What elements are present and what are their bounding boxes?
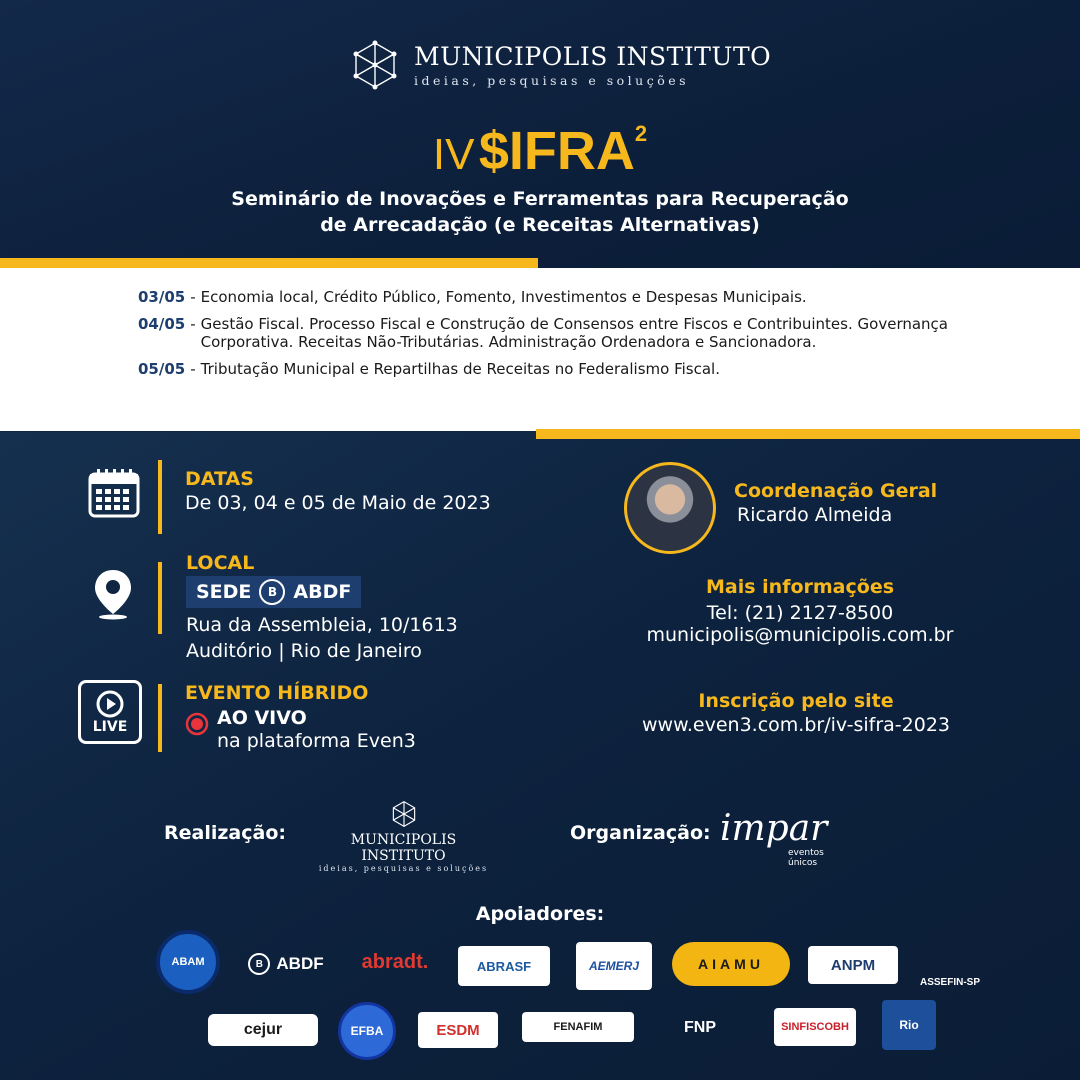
mais-info-title: Mais informações (705, 576, 895, 598)
agenda-item: 05/05 - Tributação Municipal e Repartilhas de Receitas no Federalismo Fiscal. (138, 360, 720, 378)
coordenacao-title: Coordenação Geral (734, 480, 938, 502)
title-main: $IFRA (478, 121, 635, 181)
live-platform: na plataforma Even3 (217, 730, 416, 752)
gold-divider-top (0, 258, 538, 268)
title-prefix: IV (432, 130, 475, 179)
sponsor-sinfiscobh-logo: SINFISCOBH (774, 1008, 856, 1046)
realizacao-logo-tagline: ideias, pesquisas e soluções (318, 864, 489, 873)
subtitle-line-2: de Arrecadação (e Receitas Alternativas) (320, 214, 760, 236)
sponsor-anpm-logo: ANPM (808, 946, 898, 984)
event-subtitle (0, 186, 1080, 238)
title-superscript: 2 (634, 121, 648, 146)
sponsor-assefin-logo: ASSEFIN-SP (919, 977, 980, 988)
calendar-icon (88, 468, 140, 518)
sponsor-esdm-logo: ESDM (418, 1012, 498, 1048)
apoiadores-label: Apoiadores: (475, 903, 605, 925)
logo-name: MUNICIPOLIS INSTITUTO (414, 42, 772, 71)
sede-brand: ABDF (293, 581, 352, 603)
agenda-date: 03/05 (138, 288, 186, 306)
impar-logo-name: impar (720, 808, 828, 849)
sponsor-efba-logo: EFBA (338, 1002, 396, 1060)
impar-logo (720, 810, 850, 868)
logo-tagline: ideias, pesquisas e soluções (414, 73, 690, 88)
coordenacao-block (734, 480, 937, 526)
live-icon (78, 680, 142, 744)
evento-block (185, 682, 416, 752)
mais-info-block (600, 576, 1000, 646)
subtitle-line-1: Seminário de Inovações e Ferramentas para Recuperação (231, 188, 849, 210)
agenda-date: 05/05 (138, 360, 186, 378)
coordenador-name: Ricardo Almeida (737, 504, 893, 526)
evento-title: EVENTO HÍBRIDO (185, 682, 369, 704)
address-line-1: Rua da Assembleia, 10/1613 (186, 614, 458, 636)
impar-logo-sub: eventos únicos (788, 848, 824, 868)
play-icon (95, 689, 125, 719)
agenda-text: Tributação Municipal e Repartilhas de Receitas no Federalismo Fiscal. (200, 360, 720, 378)
local-title: LOCAL (186, 552, 255, 574)
sponsor-abradt-logo: abradt. (361, 950, 429, 973)
sponsor-aiamu-logo: AIAMU (672, 942, 790, 986)
sponsor-fenafim-logo: FENAFIM (522, 1012, 634, 1042)
sede-label: SEDE (196, 581, 252, 603)
gold-divider-bottom (536, 429, 1080, 439)
realizacao-logo (316, 800, 491, 873)
inscricao-title: Inscrição pelo site (698, 690, 894, 712)
email-link[interactable]: municipolis@municipolis.com.br (646, 624, 954, 646)
telefone[interactable]: Tel: (21) 2127-8500 (706, 602, 894, 624)
agenda-text: Economia local, Crédito Público, Fomento, Investimentos e Despesas Municipais. (200, 288, 807, 306)
realizacao-label: Realização: (164, 822, 286, 844)
avatar (624, 462, 716, 554)
live-label: LIVE (92, 719, 128, 735)
location-pin-icon (92, 568, 134, 620)
sponsor-aemerj-logo: AEMERJ (576, 942, 652, 990)
agenda-item: 04/05 - Gestão Fiscal. Processo Fiscal e Construção de Consensos entre Fiscos e Contribuintes. Governança Corporativa. Receitas Não-Tributárias. Administração Ordenadora e Sancionadora. (138, 315, 948, 351)
record-icon (185, 712, 209, 736)
abdf-logo-icon: B (259, 579, 285, 605)
sponsor-abrasf-logo: ABRASF (458, 946, 550, 986)
datas-title: DATAS (185, 468, 254, 490)
municipolis-logo (350, 40, 771, 90)
local-block (186, 552, 458, 664)
sponsor-abdf-logo: B ABDF (238, 950, 334, 978)
address-line-2: Auditório | Rio de Janeiro (186, 640, 422, 662)
realizacao-logo-name: MUNICIPOLIS INSTITUTO (350, 832, 457, 864)
evento-divider (158, 684, 162, 752)
datas-divider (158, 460, 162, 534)
abdf-logo-icon: B (248, 953, 270, 975)
agenda-item: 03/05 - Economia local, Crédito Público, Fomento, Investimentos e Despesas Municipais. (138, 288, 807, 306)
network-globe-icon (350, 40, 400, 90)
network-globe-icon (390, 800, 418, 828)
inscricao-url[interactable]: www.even3.com.br/iv-sifra-2023 (642, 714, 950, 736)
sponsor-rio-logo: Rio (882, 1000, 936, 1050)
agenda-text: Gestão Fiscal. Processo Fiscal e Construção de Consensos entre Fiscos e Contribuintes. Governança Corporativa. Receitas Não-Tributárias. Administração Ordenadora e Sancionadora. (200, 315, 948, 351)
agenda-date: 04/05 (138, 315, 186, 333)
datas-block (185, 468, 491, 516)
local-divider (158, 562, 162, 634)
sponsor-cejur-logo: cejur (208, 1014, 318, 1046)
inscricao-block (596, 690, 996, 736)
sede-badge (186, 576, 361, 608)
sponsor-abam-logo: ABAM (156, 930, 220, 994)
datas-value: De 03, 04 e 05 de Maio de 2023 (185, 492, 491, 514)
organizacao-label: Organização: (570, 822, 711, 844)
event-title (0, 120, 1080, 182)
agenda-list (138, 288, 948, 387)
sponsor-fnp-logo: FNP (684, 1019, 716, 1036)
live-status: AO VIVO (217, 707, 307, 729)
